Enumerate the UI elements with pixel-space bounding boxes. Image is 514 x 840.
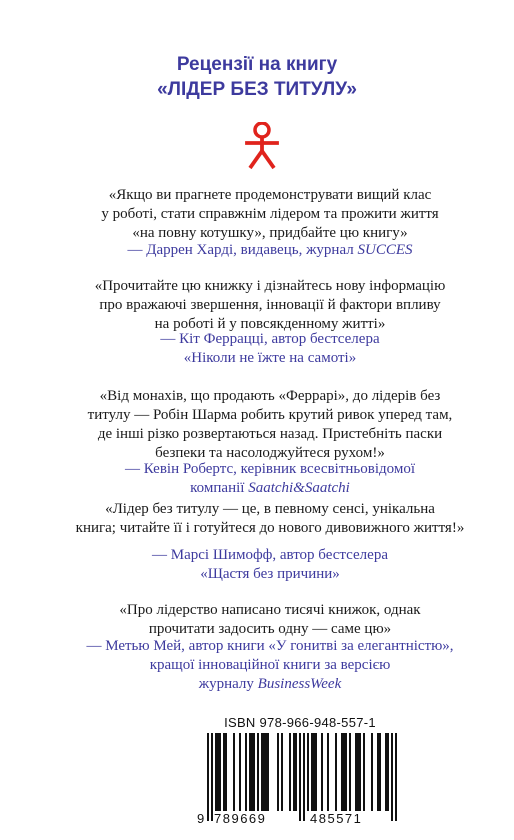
review-attribution: — Марсі Шимофф, автор бестселера «Щастя без причини» xyxy=(152,547,388,582)
barcode-bar xyxy=(215,733,217,811)
barcode-bar xyxy=(315,733,317,811)
barcode-bar xyxy=(289,733,291,811)
review-quote: «Прочитайте цю книжку і дізнайтесь нову інформацію про вражаючі звершення, інновації й фактори впливу на роботі й у повсякденному житті» xyxy=(94,278,446,332)
barcode-bar xyxy=(371,733,373,811)
review-attribution: — Кевін Робертс, керівник всесвітньовідомої компанії Saatchi&Saatchi xyxy=(125,461,415,496)
review-quote: «Про лідерство написано тисячі книжок, однак прочитати задосить одну — саме цю» xyxy=(119,602,421,637)
barcode-bar xyxy=(239,733,241,811)
barcode-bar xyxy=(223,733,225,811)
barcode-bar xyxy=(217,733,219,811)
barcode-bar xyxy=(293,733,295,811)
barcode-bar xyxy=(387,733,389,811)
barcode-bar xyxy=(245,733,247,811)
review-quote: «Від монахів, що продають «Феррарі», до лідерів без титулу — Робін Шарма робить крутий ривок уперед там, де інші різко розвертаються назад. Пристебніть паски безпеки та насолоджуйтеся рухом!» xyxy=(87,388,453,461)
barcode-bar xyxy=(343,733,345,811)
reviews-title: Рецензії на книгу xyxy=(176,54,338,75)
barcode-bar xyxy=(341,733,343,811)
barcode-bar xyxy=(225,733,227,811)
barcode-bar xyxy=(377,733,379,811)
isbn-label: ISBN 978-966-948-557-1 xyxy=(224,715,376,730)
barcode-digits-left: 789669 xyxy=(214,811,267,826)
barcode-bar xyxy=(265,733,267,811)
barcode-bar xyxy=(359,733,361,811)
barcode-bar xyxy=(299,733,301,821)
review-quote: «Якщо ви прагнете продемонструвати вищий клас у роботі, стати справжнім лідером та прожити життя «на повну котушку», придбайте цю книгу» xyxy=(101,187,439,241)
review-attribution: — Кіт Феррацці, автор бестселера «Ніколи не їжте на самоті» xyxy=(160,331,380,366)
barcode-bar xyxy=(207,733,209,821)
barcode-bar xyxy=(391,733,393,821)
barcode-bar xyxy=(307,733,309,811)
barcode-bar xyxy=(233,733,235,811)
barcode-bar xyxy=(355,733,357,811)
barcode-bar xyxy=(267,733,269,811)
barcode-bar xyxy=(281,733,283,811)
barcode-bar xyxy=(249,733,251,811)
barcode-bar xyxy=(345,733,347,811)
review-attribution: — Метью Мей, автор книги «У гонитві за елегантністю», кращої інноваційної книги за версією журналу BusinessWeek xyxy=(86,638,454,692)
barcode-bar xyxy=(363,733,365,811)
barcode-bar xyxy=(263,733,265,811)
barcode-bar xyxy=(357,733,359,811)
barcode-digit-first: 9 xyxy=(197,811,206,826)
barcode-bar xyxy=(311,733,313,811)
person-figure-icon xyxy=(244,122,280,170)
barcode-bar xyxy=(313,733,315,811)
barcode-bar xyxy=(295,733,297,811)
barcode-bar xyxy=(321,733,323,811)
barcode-bar xyxy=(303,733,305,821)
barcode-bar xyxy=(385,733,387,811)
barcode-bar xyxy=(379,733,381,811)
review-attribution: — Даррен Харді, видавець, журнал SUCCES xyxy=(127,242,413,258)
barcode-bar xyxy=(211,733,213,821)
barcode-bar xyxy=(335,733,337,811)
barcode-bar xyxy=(395,733,397,821)
barcode-bar xyxy=(261,733,263,811)
barcode-bar xyxy=(277,733,279,811)
barcode-bar xyxy=(327,733,329,811)
barcode-bar xyxy=(219,733,221,811)
book-title: «ЛІДЕР БЕЗ ТИТУЛУ» xyxy=(157,79,357,100)
barcode-bar xyxy=(349,733,351,811)
barcode-bar xyxy=(257,733,259,811)
review-quote: «Лідер без титулу — це, в певному сенсі, унікальна книга; читайте її і готуйтеся до нового дивовижного життя!» xyxy=(75,501,465,536)
barcode-digits-right: 485571 xyxy=(310,811,363,826)
barcode-bar xyxy=(253,733,255,811)
barcode-bar xyxy=(251,733,253,811)
